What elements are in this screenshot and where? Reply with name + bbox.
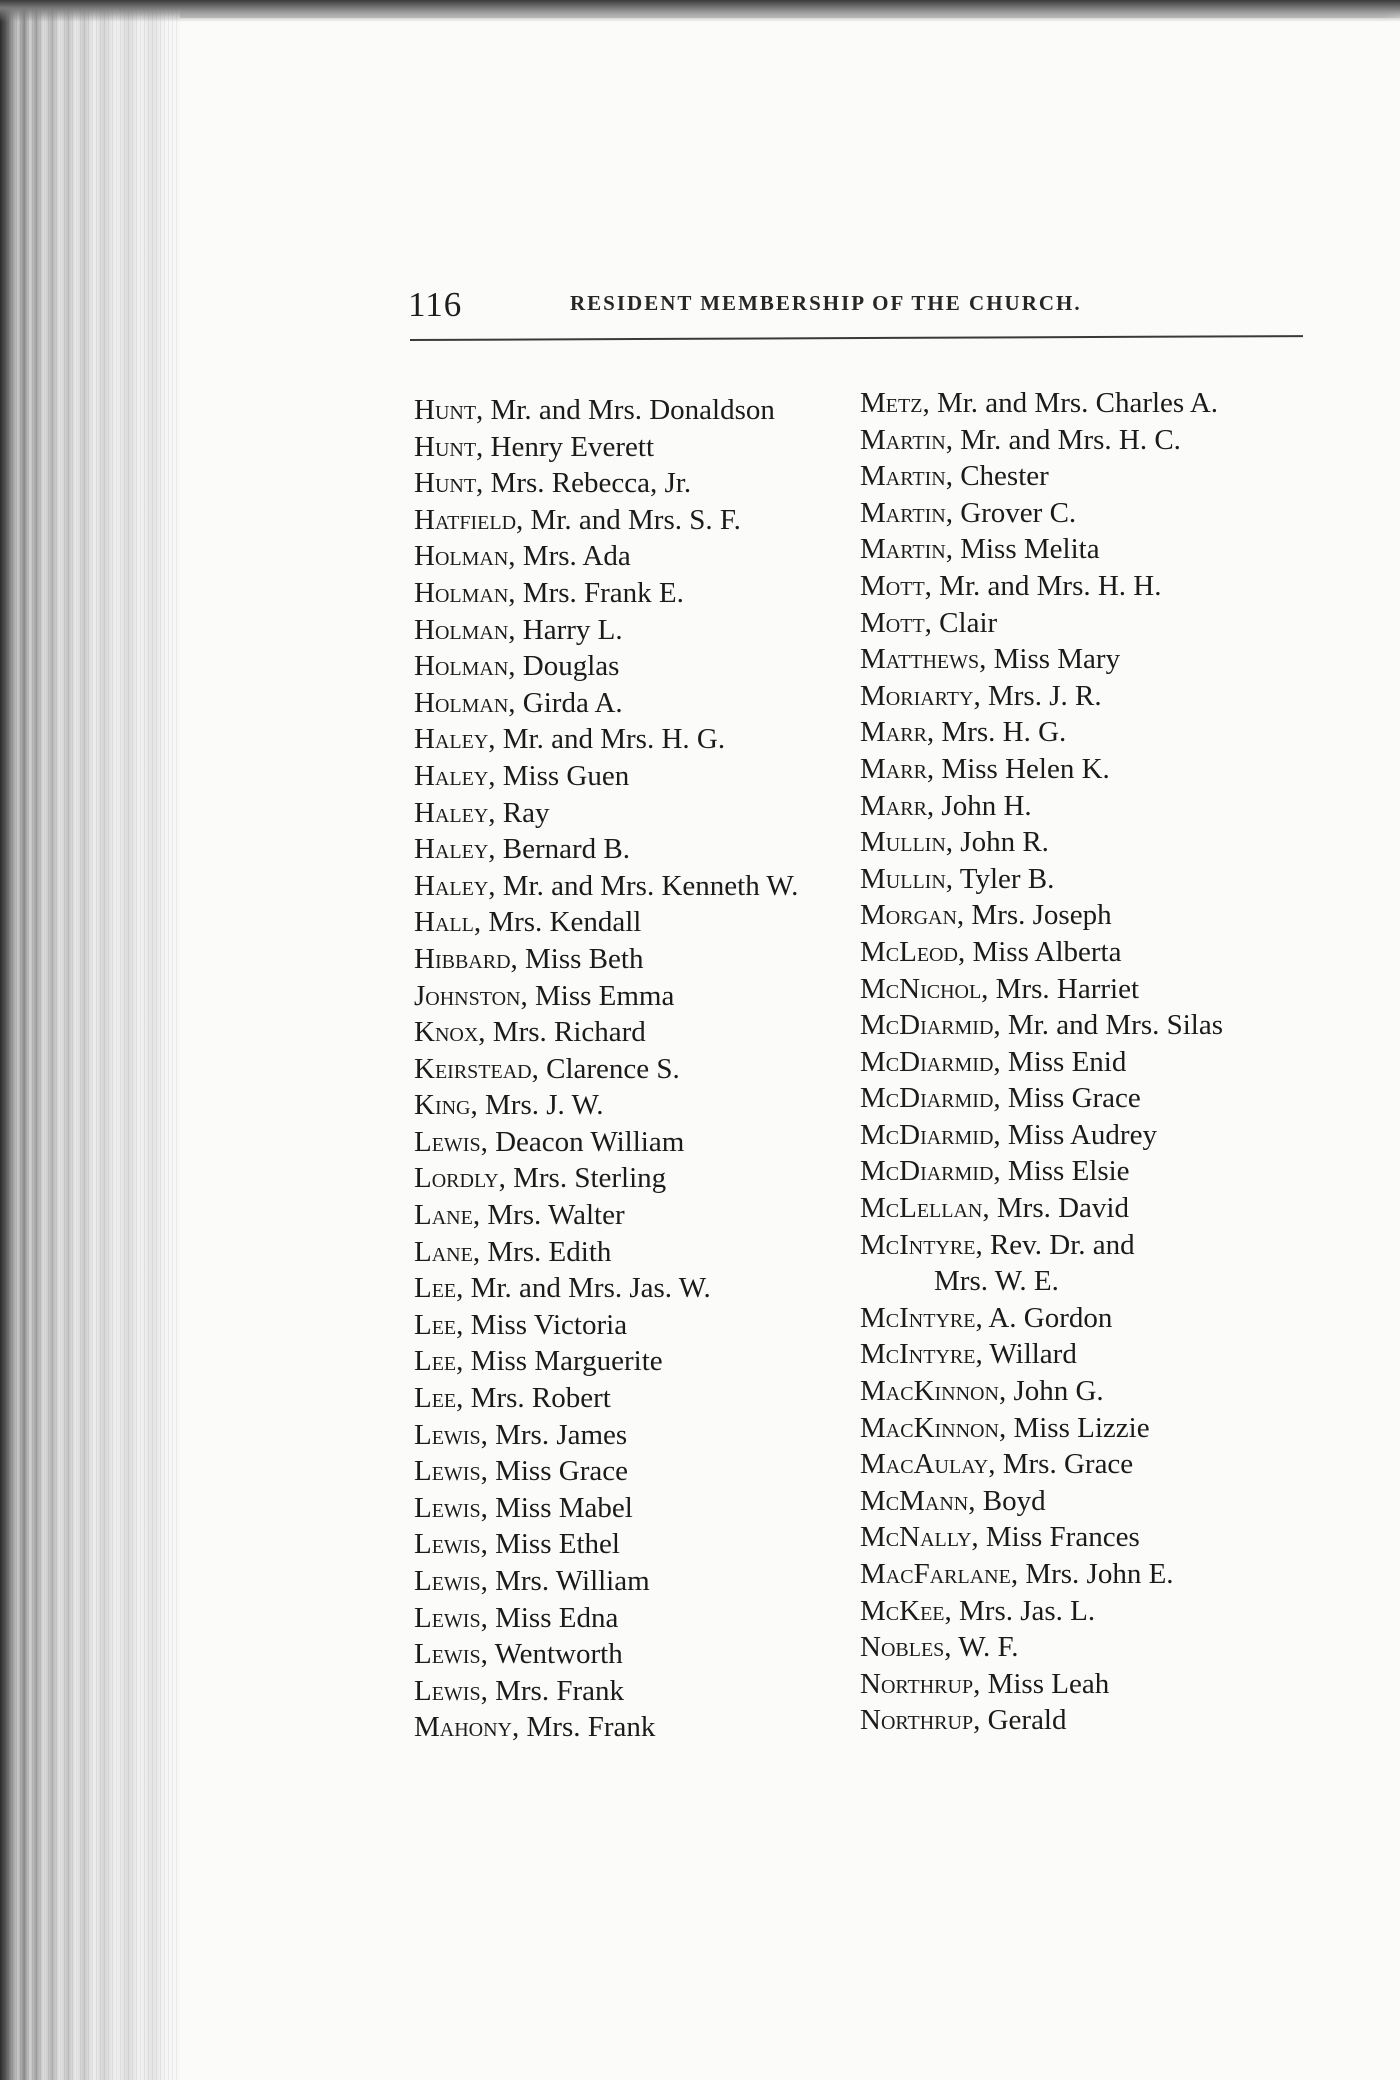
- member-entry: [860, 861, 1223, 898]
- member-given-names: , John H.: [926, 789, 1032, 822]
- member-entry: [860, 751, 1223, 788]
- member-surname: Nobles: [860, 1631, 945, 1664]
- member-surname: Northrup: [860, 1667, 974, 1700]
- member-surname: Lane: [414, 1199, 473, 1232]
- member-entry: [414, 429, 798, 466]
- member-given-names: , Mrs. Ada: [508, 540, 631, 573]
- membership-column-right: [860, 385, 1223, 1739]
- member-surname: Mullin: [860, 826, 946, 859]
- member-surname: Knox: [414, 1016, 479, 1049]
- member-given-names: , Miss Elsie: [993, 1155, 1130, 1188]
- member-entry: [414, 1526, 798, 1563]
- member-surname: Martin: [860, 423, 946, 456]
- member-entry: [860, 1263, 1223, 1300]
- member-entry: [860, 1373, 1223, 1410]
- member-entry: [414, 795, 798, 832]
- member-given-names: , Wentworth: [480, 1638, 623, 1671]
- member-surname: McIntyre: [860, 1228, 976, 1261]
- member-entry: [860, 1227, 1223, 1264]
- member-given-names: , John R.: [945, 826, 1049, 859]
- member-surname: Holman: [414, 686, 509, 719]
- member-given-names: , Miss Frances: [971, 1521, 1140, 1554]
- member-entry: [414, 1234, 798, 1271]
- member-entry: [860, 1410, 1223, 1447]
- member-given-names: , Mrs. Frank: [480, 1674, 624, 1707]
- member-given-names: , Mrs. Robert: [456, 1382, 611, 1415]
- member-entry: [414, 1636, 798, 1673]
- member-entry: [860, 605, 1223, 642]
- member-entry: [414, 1197, 798, 1234]
- membership-column-left: [414, 392, 798, 1746]
- member-given-names: , Deacon William: [480, 1125, 685, 1158]
- member-entry: [860, 678, 1223, 715]
- member-surname: Lewis: [414, 1565, 481, 1597]
- member-surname: McIntyre: [860, 1301, 976, 1334]
- member-given-names: , Grover C.: [945, 496, 1077, 529]
- member-surname: Martin: [860, 496, 946, 529]
- member-surname: Lane: [414, 1235, 473, 1268]
- member-entry: [414, 1307, 798, 1344]
- member-surname: Haley: [414, 833, 489, 866]
- member-surname: McDiarmid: [860, 1009, 994, 1042]
- member-given-names: , Miss Enid: [993, 1045, 1127, 1078]
- member-given-names: , Mr. and Mrs. S. F.: [516, 503, 741, 536]
- member-given-names: , Bernard B.: [488, 833, 631, 866]
- member-given-names: , Mrs. Rebecca, Jr.: [476, 467, 692, 500]
- member-given-names: , Mr. and Mrs. Donaldson: [476, 394, 775, 426]
- member-given-names: , Miss Emma: [520, 979, 675, 1012]
- member-entry: [414, 978, 798, 1015]
- member-surname: McDiarmid: [860, 1082, 994, 1115]
- member-entry: [860, 1666, 1223, 1703]
- member-given-names: , Clair: [924, 606, 998, 639]
- member-surname: McLellan: [860, 1192, 983, 1225]
- member-entry: [414, 1673, 798, 1710]
- member-given-names: , Henry Everett: [476, 430, 654, 463]
- member-entry: [860, 1483, 1223, 1520]
- member-given-names: , A. Gordon: [975, 1301, 1113, 1334]
- member-given-names: , Miss Melita: [945, 533, 1100, 566]
- member-entry: [414, 1490, 798, 1527]
- member-surname: Lewis: [414, 1125, 481, 1158]
- member-entry: [860, 1190, 1223, 1227]
- member-entry: [860, 1117, 1223, 1154]
- member-entry: [414, 502, 798, 539]
- member-surname: Hall: [414, 906, 474, 939]
- member-entry: [414, 1087, 798, 1124]
- member-surname: Northrup: [860, 1704, 974, 1737]
- member-entry: [860, 788, 1223, 825]
- member-entry: [414, 1380, 798, 1417]
- member-given-names: , Miss Mabel: [480, 1491, 633, 1524]
- member-surname: Hunt: [414, 430, 477, 463]
- member-given-names: , Mrs. H. G.: [926, 716, 1067, 749]
- member-surname: Mott: [860, 569, 925, 602]
- member-given-names: , Mrs. J. W.: [470, 1089, 604, 1122]
- member-surname: Holman: [414, 576, 509, 609]
- member-given-names: , Gerald: [973, 1704, 1067, 1737]
- member-entry: [860, 1629, 1223, 1666]
- member-entry: [414, 648, 798, 685]
- member-given-names: , Miss Marguerite: [456, 1345, 663, 1378]
- member-given-names: , Mrs. Frank: [512, 1711, 656, 1744]
- member-given-names: , Mrs. David: [982, 1192, 1129, 1225]
- member-given-names: , Mr. and Mrs. Silas: [993, 1009, 1223, 1042]
- member-given-names: , Ray: [488, 796, 550, 829]
- member-surname: McLeod: [860, 935, 958, 968]
- member-entry: [860, 1519, 1223, 1556]
- member-surname: Lee: [414, 1345, 457, 1378]
- member-surname: Metz: [860, 387, 923, 419]
- member-given-names: , Mr. and Mrs. Charles A.: [922, 387, 1219, 419]
- member-entry: [860, 458, 1223, 495]
- member-given-names: , Mrs. Kendall: [473, 906, 642, 939]
- member-surname: Marr: [860, 716, 927, 749]
- member-given-names: , Rev. Dr. and: [975, 1228, 1135, 1261]
- member-entry: [414, 941, 798, 978]
- member-surname: Haley: [414, 723, 489, 756]
- member-given-names: , Miss Leah: [973, 1667, 1110, 1700]
- member-entry: [414, 721, 798, 758]
- member-entry: [860, 824, 1223, 861]
- member-given-names: , Mrs. J. R.: [973, 679, 1102, 712]
- member-surname: McDiarmid: [860, 1045, 994, 1078]
- member-entry: [414, 538, 798, 575]
- member-entry: [860, 531, 1223, 568]
- member-given-names: , Miss Guen: [488, 759, 630, 792]
- member-given-names: , Mr. and Mrs. Jas. W.: [456, 1272, 711, 1305]
- member-surname: Moriarty: [860, 679, 974, 712]
- member-entry: [414, 1417, 798, 1454]
- member-surname: Keirstead: [414, 1052, 532, 1085]
- member-entry: [414, 575, 798, 612]
- member-given-names: , Mr. and Mrs. H. H.: [924, 569, 1162, 602]
- member-given-names: , Miss Mary: [979, 643, 1121, 676]
- member-surname: McNally: [860, 1521, 972, 1554]
- member-surname: Hatfield: [414, 503, 517, 536]
- member-entry: [860, 1153, 1223, 1190]
- member-surname: McIntyre: [860, 1338, 976, 1371]
- member-surname: Hunt: [414, 467, 477, 500]
- member-entry: [860, 495, 1223, 532]
- member-given-names: , Miss Victoria: [456, 1308, 628, 1341]
- member-given-names: , Miss Grace: [993, 1082, 1141, 1115]
- member-surname: Mahony: [414, 1711, 513, 1744]
- member-given-names: , Mr. and Mrs. Kenneth W.: [488, 869, 799, 902]
- member-entry: [860, 1702, 1223, 1739]
- member-given-names: , Douglas: [508, 650, 620, 683]
- member-entry: [414, 1270, 798, 1307]
- member-entry: [414, 1453, 798, 1490]
- member-surname: Lewis: [414, 1418, 481, 1451]
- member-surname: Lee: [414, 1308, 457, 1341]
- member-given-names: , Miss Edna: [480, 1601, 619, 1634]
- member-surname: Lee: [414, 1272, 457, 1305]
- member-entry: [414, 685, 798, 722]
- member-entry: [414, 758, 798, 795]
- member-surname: Haley: [414, 796, 489, 829]
- member-surname: Martin: [860, 533, 946, 566]
- member-given-names: , Miss Ethel: [480, 1528, 620, 1561]
- member-surname: Lewis: [414, 1674, 481, 1707]
- member-surname: Holman: [414, 613, 509, 646]
- member-surname: McNichol: [860, 972, 982, 1005]
- member-given-names: , Mrs. Walter: [472, 1199, 625, 1232]
- member-surname: McMann: [860, 1484, 969, 1517]
- member-surname: Lewis: [414, 1601, 481, 1634]
- member-given-names: , Mrs. Richard: [478, 1016, 646, 1049]
- top-edge-shadow: [0, 0, 1400, 22]
- member-given-names: , Miss Grace: [480, 1455, 628, 1488]
- member-entry: [414, 1563, 798, 1600]
- member-surname: Matthews: [860, 643, 980, 676]
- member-given-names: , Mrs. Harriet: [981, 972, 1140, 1005]
- running-head: [408, 285, 1308, 335]
- member-given-names: , John G.: [998, 1375, 1104, 1408]
- member-entry: [414, 392, 798, 429]
- member-given-names: , Mr. and Mrs. H. C.: [945, 423, 1181, 456]
- member-given-names: , Mr. and Mrs. H. G.: [488, 723, 726, 756]
- member-entry: [860, 1080, 1223, 1117]
- member-entry: [860, 1593, 1223, 1630]
- member-surname: Mott: [860, 606, 925, 639]
- member-given-names: , Mrs. Jas. L.: [944, 1594, 1096, 1627]
- member-given-names: , Boyd: [968, 1484, 1046, 1517]
- member-given-names: , Girda A.: [508, 686, 623, 719]
- member-surname: MacFarlane: [860, 1558, 1011, 1590]
- member-surname: Holman: [414, 650, 509, 683]
- member-entry: [860, 422, 1223, 459]
- member-given-names: , Chester: [945, 460, 1049, 493]
- member-entry: [860, 385, 1223, 422]
- member-entry: [860, 568, 1223, 605]
- member-given-names: Mrs. W. E.: [934, 1265, 1059, 1298]
- member-surname: Lewis: [414, 1455, 481, 1488]
- page-number: 116: [408, 285, 463, 324]
- member-given-names: , Clarence S.: [531, 1052, 680, 1085]
- member-given-names: , W. F.: [944, 1631, 1019, 1664]
- member-surname: Haley: [414, 759, 489, 792]
- member-entry: [414, 831, 798, 868]
- member-surname: Hibbard: [414, 942, 511, 975]
- member-given-names: , Willard: [975, 1338, 1077, 1371]
- member-entry: [860, 714, 1223, 751]
- member-given-names: , Tyler B.: [945, 862, 1055, 895]
- member-entry: [860, 897, 1223, 934]
- member-entry: [414, 1343, 798, 1380]
- member-entry: [860, 971, 1223, 1008]
- member-given-names: , Mrs. Frank E.: [508, 576, 684, 609]
- member-given-names: , Miss Lizzie: [998, 1411, 1150, 1444]
- member-given-names: , Miss Beth: [510, 942, 644, 975]
- member-surname: MacAulay: [860, 1448, 989, 1481]
- member-surname: King: [414, 1089, 471, 1122]
- member-given-names: , Miss Alberta: [957, 935, 1122, 968]
- member-given-names: , Mrs. John E.: [1010, 1558, 1174, 1590]
- member-entry: [860, 1336, 1223, 1373]
- member-given-names: , Mrs. Edith: [472, 1235, 612, 1268]
- member-surname: Hunt: [414, 394, 477, 426]
- member-surname: Lewis: [414, 1638, 481, 1671]
- member-entry: [860, 934, 1223, 971]
- member-entry: [860, 1556, 1223, 1593]
- member-entry: [414, 904, 798, 941]
- member-entry: [860, 1044, 1223, 1081]
- member-surname: Johnston: [414, 979, 521, 1012]
- member-entry: [414, 465, 798, 502]
- member-entry: [860, 1446, 1223, 1483]
- member-entry: [414, 612, 798, 649]
- member-surname: Martin: [860, 460, 946, 493]
- member-given-names: , Harry L.: [508, 613, 623, 646]
- member-surname: Holman: [414, 540, 509, 573]
- member-given-names: , Mrs. Sterling: [498, 1162, 667, 1195]
- member-given-names: , Mrs. William: [480, 1565, 650, 1597]
- member-surname: Morgan: [860, 899, 957, 932]
- member-surname: Lee: [414, 1382, 457, 1415]
- member-entry: [860, 1300, 1223, 1337]
- member-entry: [860, 1007, 1223, 1044]
- member-entry: [414, 1051, 798, 1088]
- member-entry: [414, 1014, 798, 1051]
- member-surname: Lordly: [414, 1162, 499, 1195]
- member-surname: McKee: [860, 1594, 945, 1627]
- member-given-names: , Mrs. James: [480, 1418, 628, 1451]
- member-given-names: , Mrs. Joseph: [956, 899, 1112, 932]
- member-given-names: , Miss Audrey: [993, 1118, 1157, 1151]
- header-title: RESIDENT MEMBERSHIP OF THE CHURCH.: [570, 291, 1082, 315]
- member-entry: [414, 868, 798, 905]
- member-entry: [414, 1124, 798, 1161]
- member-surname: Marr: [860, 752, 927, 785]
- member-given-names: , Miss Helen K.: [926, 752, 1110, 785]
- member-surname: Haley: [414, 869, 489, 902]
- page-edges-stack: [0, 0, 180, 2080]
- member-surname: MacKinnon: [860, 1411, 999, 1444]
- member-surname: McDiarmid: [860, 1155, 994, 1188]
- member-entry: [414, 1160, 798, 1197]
- member-given-names: , Mrs. Grace: [988, 1448, 1134, 1481]
- member-surname: Marr: [860, 789, 927, 822]
- member-surname: MacKinnon: [860, 1375, 999, 1408]
- member-surname: Mullin: [860, 862, 946, 895]
- member-entry: [414, 1709, 798, 1746]
- member-entry: [860, 641, 1223, 678]
- member-entry: [414, 1600, 798, 1637]
- member-surname: McDiarmid: [860, 1118, 994, 1151]
- member-surname: Lewis: [414, 1491, 481, 1524]
- member-surname: Lewis: [414, 1528, 481, 1561]
